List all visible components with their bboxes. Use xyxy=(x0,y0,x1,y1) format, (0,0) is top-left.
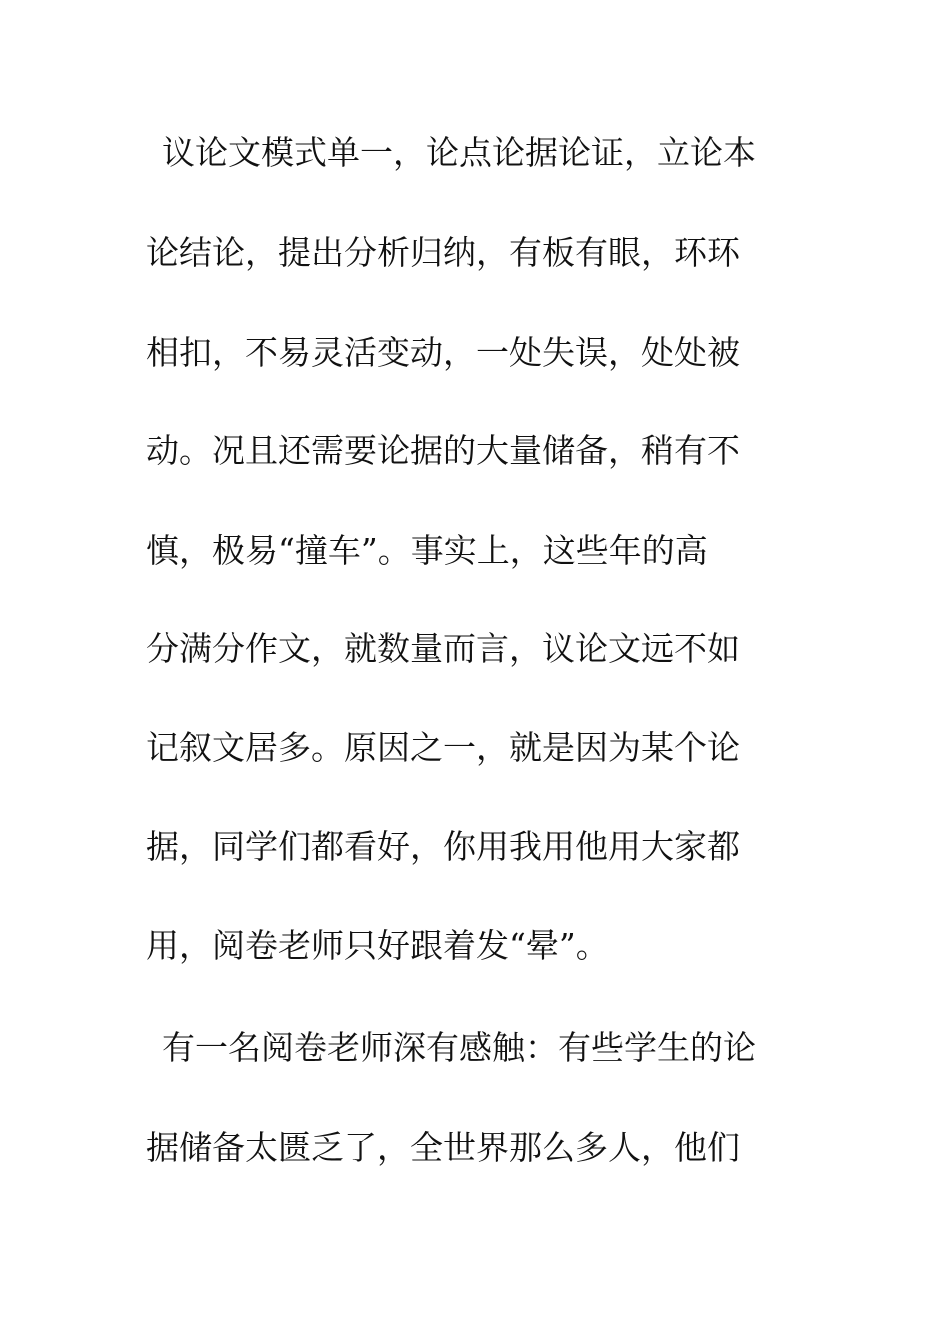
text-line: 有一名阅卷老师深有感触：有些学生的论 xyxy=(162,1028,756,1067)
text-line: 议论文模式单一，论点论据论证，立论本 xyxy=(162,133,756,172)
text-line: 记叙文居多。原因之一，就是因为某个论 xyxy=(146,728,740,767)
text-line: 动。况且还需要论据的大量储备，稍有不 xyxy=(146,431,740,470)
text-line: 相扣，不易灵活变动，一处失误，处处被 xyxy=(146,333,740,372)
text-line: 慎，极易“撞车”。事实上，这些年的高 xyxy=(146,531,708,570)
text-line: 据，同学们都看好，你用我用他用大家都 xyxy=(146,827,740,866)
text-line: 用，阅卷老师只好跟着发“晕”。 xyxy=(146,926,609,965)
text-line: 分满分作文，就数量而言，议论文远不如 xyxy=(146,629,740,668)
text-line: 据储备太匮乏了，全世界那么多人，他们 xyxy=(146,1128,740,1167)
text-line: 论结论，提出分析归纳，有板有眼，环环 xyxy=(146,233,740,272)
